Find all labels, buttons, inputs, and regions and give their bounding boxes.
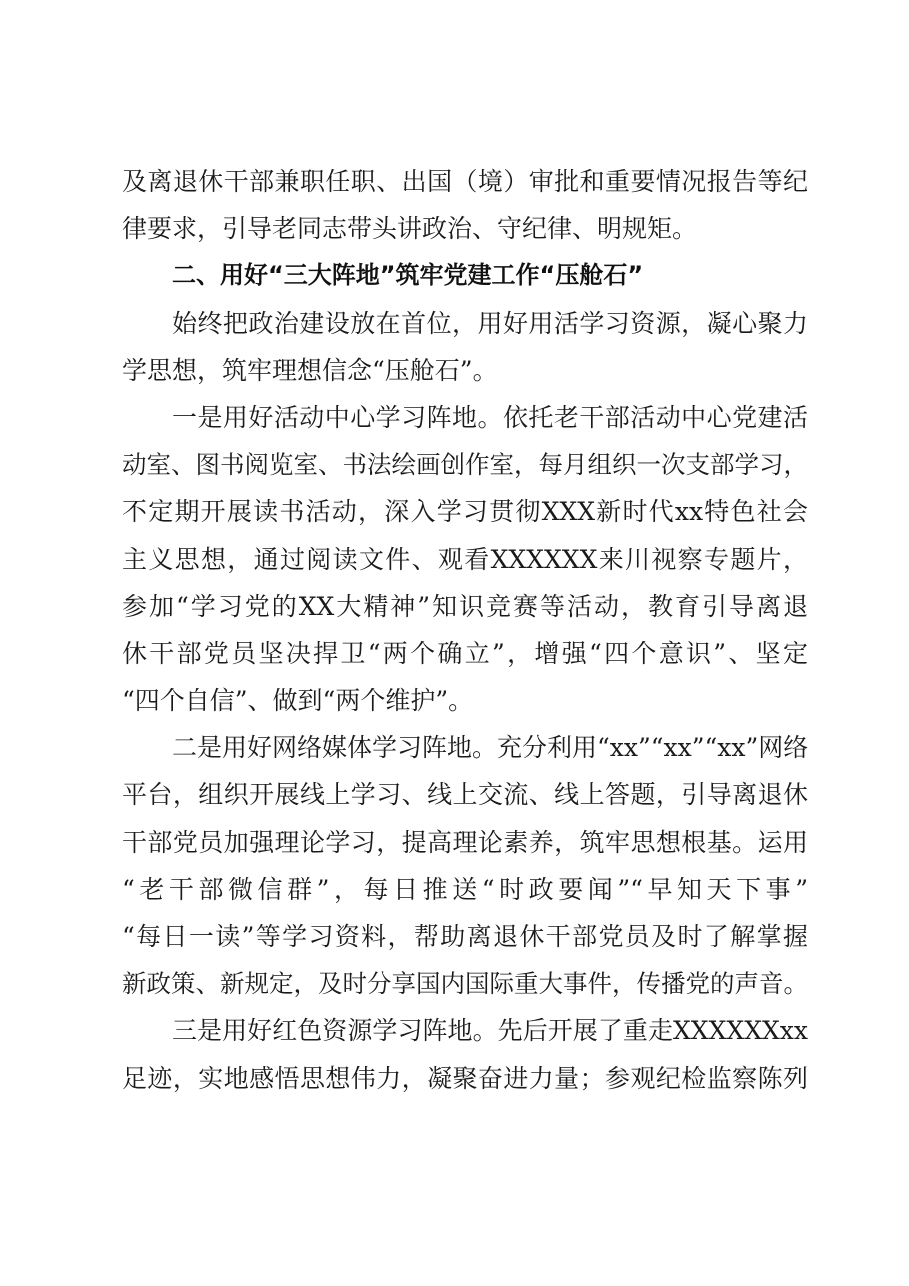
paragraph-line: 二是用好网络媒体学习阵地。充分利用“xx”“xx”“xx”网络 xyxy=(172,733,809,763)
paragraph-line: 律要求，引导老同志带头讲政治、守纪律、明规矩。 xyxy=(122,214,698,244)
paragraph-line: 主义思想，通过阅读文件、观看XXXXXX来川视察专题片， xyxy=(122,544,808,574)
paragraph-line: 参加“学习党的XX大精神”知识竞赛等活动，教育引导离退 xyxy=(122,591,808,621)
paragraph-line: “老干部微信群”，每日推送“时政要闻”“早知天下事” xyxy=(122,874,808,904)
paragraph-line: 足迹，实地感悟思想伟力，凝聚奋进力量；参观纪检监察陈列 xyxy=(122,1063,808,1093)
paragraph-line: 平台，组织开展线上学习、线上交流、线上答题，引导离退休 xyxy=(122,780,808,810)
paragraph-line: “每日一读”等学习资料，帮助离退休干部党员及时了解掌握 xyxy=(122,922,808,951)
paragraph-line: 新政策、新规定，及时分享国内国际重大事件，传播党的声音。 xyxy=(122,969,808,999)
document-body xyxy=(122,158,808,1102)
paragraph-line: 不定期开展读书活动，深入学习贯彻XXX新时代xx特色社会 xyxy=(122,497,808,527)
paragraph-line: 一是用好活动中心学习阵地。依托老干部活动中心党建活 xyxy=(172,402,808,432)
paragraph-line: “四个自信”、做到“两个维护”。 xyxy=(122,686,474,716)
paragraph-line: 三是用好红色资源学习阵地。先后开展了重走XXXXXXxx xyxy=(172,1016,808,1046)
paragraph-line: 干部党员加强理论学习，提高理论素养，筑牢思想根基。运用 xyxy=(122,827,808,857)
section-heading: 二、用好“三大阵地”筑牢党建工作“压舱石” xyxy=(172,261,644,290)
paragraph-line: 及离退休干部兼职任职、出国（境）审批和重要情况报告等纪 xyxy=(122,167,808,196)
paragraph-line: 休干部党员坚决捍卫“两个确立”，增强“四个意识”、坚定 xyxy=(122,638,808,668)
paragraph-line: 动室、图书阅览室、书法绘画创作室，每月组织一次支部学习， xyxy=(122,450,808,480)
paragraph-line: 学思想，筑牢理想信念“压舱石”。 xyxy=(122,355,498,385)
paragraph-line: 始终把政治建设放在首位，用好用活学习资源，凝心聚力 xyxy=(172,308,808,338)
